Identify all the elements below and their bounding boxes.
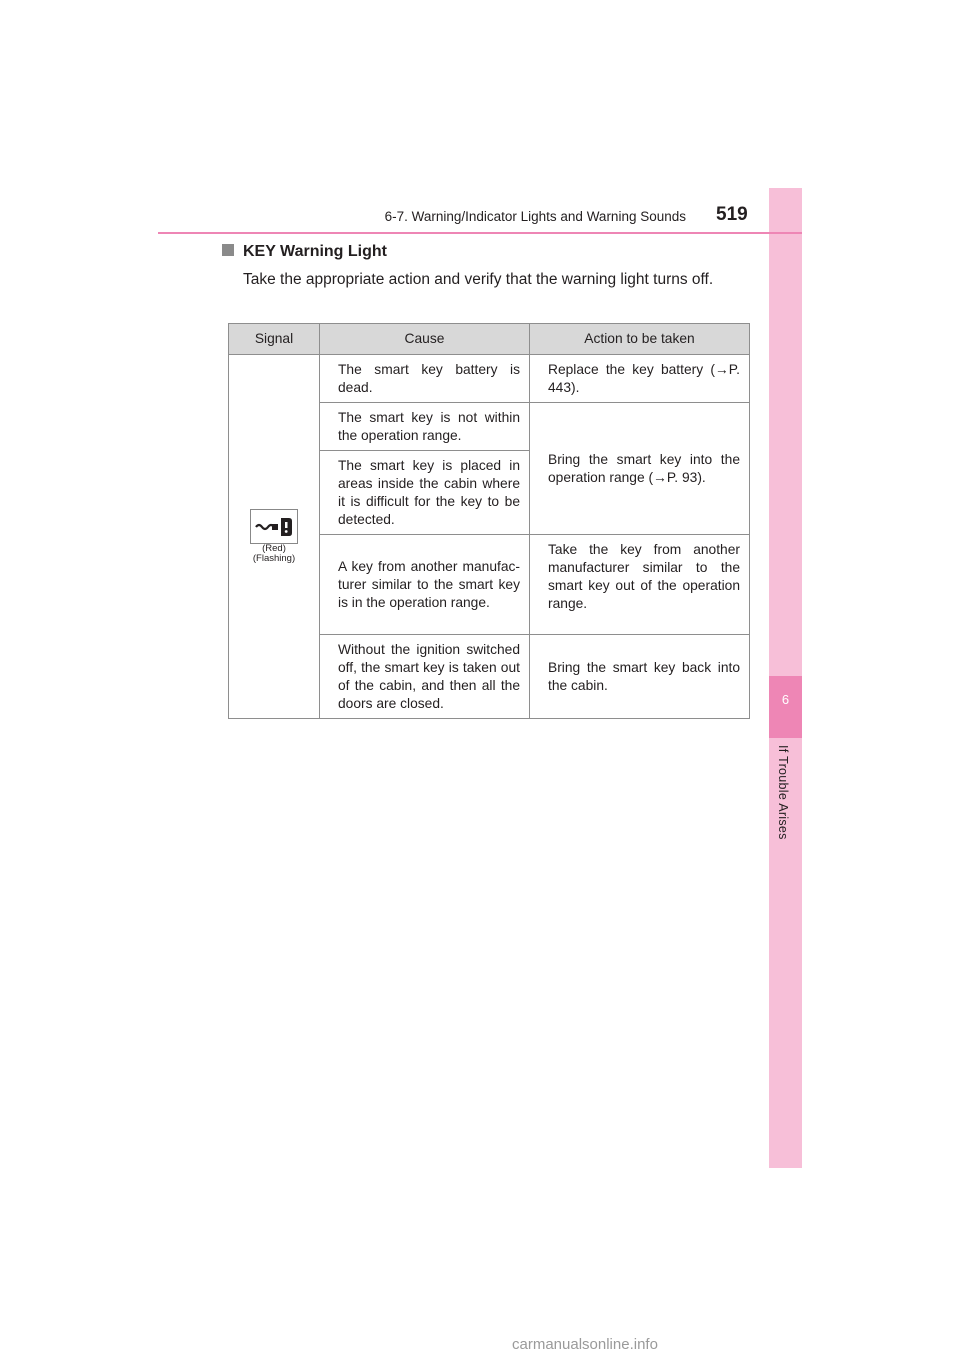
header-rule	[158, 232, 802, 234]
chapter-number: 6	[781, 692, 790, 707]
table-header-row	[229, 324, 750, 355]
signal-color: (Red)	[262, 543, 286, 554]
cause-cell: The smart key is not within the operation range.	[320, 403, 530, 451]
header-action: Action to be taken	[530, 324, 750, 355]
cause-cell: A key from another manufac-turer similar to the smart key is in the operation range.	[320, 535, 530, 635]
table-row	[229, 355, 750, 403]
square-bullet-icon	[222, 244, 234, 256]
signal-cell	[229, 355, 320, 719]
section-heading-text: KEY Warning Light	[243, 243, 387, 260]
signal-state: (Flashing)	[252, 553, 296, 564]
cause-cell: The smart key is placed in areas inside the cabin where it is difficult for the key to be detected.	[320, 451, 530, 535]
header-cause: Cause	[320, 324, 530, 355]
section-title: 6-7. Warning/Indicator Lights and Warning Sounds	[384, 209, 686, 224]
action-cell: Bring the smart key back into the cabin.	[530, 635, 750, 719]
warning-table	[228, 323, 750, 719]
action-cell: Replace the key battery (→P. 443).	[530, 355, 750, 403]
page-number: 519	[716, 204, 748, 225]
watermark: carmanualsonline.info	[512, 1336, 658, 1353]
key-warning-icon	[250, 509, 298, 544]
section-heading	[222, 243, 387, 261]
chapter-title: If Trouble Arises	[776, 745, 790, 840]
intro-paragraph: Take the appropriate action and verify that the warning light turns off.	[243, 271, 714, 288]
header-signal: Signal	[229, 324, 320, 355]
chapter-number-box	[769, 676, 802, 738]
cause-cell: The smart key battery is dead.	[320, 355, 530, 403]
cause-cell: Without the ignition switched off, the smart key is taken out of the cabin, and then all the doors are closed.	[320, 635, 530, 719]
action-cell: Bring the smart key into the operation range (→P. 93).	[530, 403, 750, 535]
action-cell: Take the key from another manufacturer similar to the smart key out of the operation range.	[530, 535, 750, 635]
